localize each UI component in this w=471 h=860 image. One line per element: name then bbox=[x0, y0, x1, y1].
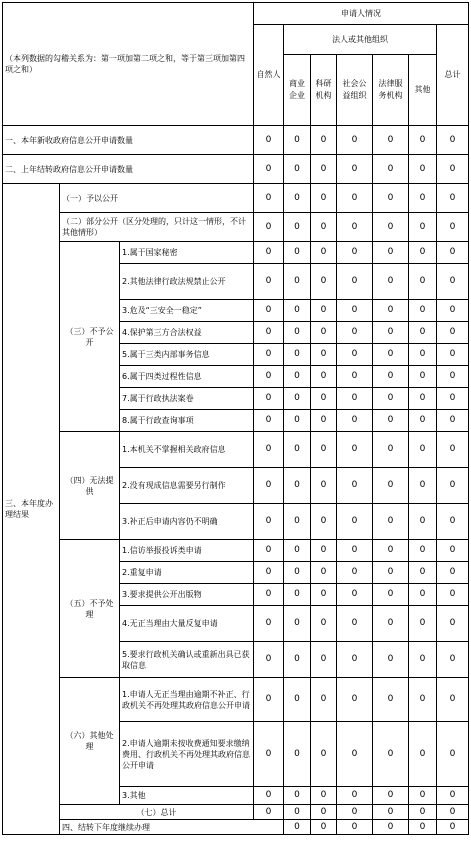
value-cell: 0 bbox=[373, 678, 409, 722]
value-cell: 0 bbox=[437, 126, 469, 155]
item-label: 1.本机关不掌握相关政府信息 bbox=[120, 432, 254, 468]
value-cell: 0 bbox=[409, 432, 437, 468]
value-cell: 0 bbox=[311, 562, 337, 584]
value-cell: 0 bbox=[254, 242, 284, 264]
value-cell: 0 bbox=[311, 213, 337, 242]
value-cell: 0 bbox=[337, 366, 373, 388]
group-label: （三）不予公开 bbox=[60, 242, 120, 432]
table-row bbox=[3, 805, 469, 820]
value-cell: 0 bbox=[409, 805, 437, 820]
value-cell: 0 bbox=[337, 184, 373, 213]
value-cell: 0 bbox=[254, 584, 284, 606]
legal-services-header: 法律服务机构 bbox=[373, 55, 409, 126]
value-cell: 0 bbox=[337, 264, 373, 300]
value-cell: 0 bbox=[284, 642, 311, 678]
value-cell: 0 bbox=[311, 805, 337, 820]
value-cell: 0 bbox=[254, 678, 284, 722]
value-cell: 0 bbox=[337, 213, 373, 242]
value-cell: 0 bbox=[409, 264, 437, 300]
table-row bbox=[3, 213, 469, 242]
value-cell: 0 bbox=[254, 155, 284, 184]
value-cell: 0 bbox=[337, 606, 373, 642]
item-label: 4.无正当理由大量反复申请 bbox=[120, 606, 254, 642]
value-cell: 0 bbox=[284, 432, 311, 468]
item-label: 3.其他 bbox=[120, 787, 254, 805]
value-cell: 0 bbox=[337, 678, 373, 722]
value-cell: 0 bbox=[373, 504, 409, 540]
value-cell: 0 bbox=[254, 213, 284, 242]
value-cell: 0 bbox=[437, 678, 469, 722]
value-cell: 0 bbox=[437, 213, 469, 242]
value-cell: 0 bbox=[373, 642, 409, 678]
value-cell: 0 bbox=[284, 606, 311, 642]
value-cell: 0 bbox=[437, 300, 469, 322]
commercial-header: 商业企业 bbox=[284, 55, 311, 126]
value-cell: 0 bbox=[284, 805, 311, 820]
table-row bbox=[3, 432, 469, 468]
value-cell: 0 bbox=[311, 410, 337, 432]
value-cell: 0 bbox=[373, 155, 409, 184]
value-cell: 0 bbox=[437, 410, 469, 432]
value-cell: 0 bbox=[337, 300, 373, 322]
value-cell: 0 bbox=[373, 366, 409, 388]
value-cell: 0 bbox=[254, 787, 284, 805]
value-cell: 0 bbox=[373, 344, 409, 366]
row-label: 一、本年新收政府信息公开申请数量 bbox=[3, 126, 254, 155]
value-cell: 0 bbox=[254, 344, 284, 366]
value-cell: 0 bbox=[311, 366, 337, 388]
row-label: 二、上年结转政府信息公开申请数量 bbox=[3, 155, 254, 184]
value-cell: 0 bbox=[337, 805, 373, 820]
value-cell: 0 bbox=[311, 504, 337, 540]
value-cell: 0 bbox=[409, 606, 437, 642]
applicant-situation-header: 申请人情况 bbox=[254, 3, 469, 25]
item-label: 2.重复申请 bbox=[120, 562, 254, 584]
item-label: 6.属于四类过程性信息 bbox=[120, 366, 254, 388]
value-cell: 0 bbox=[337, 242, 373, 264]
row-label: （一）予以公开 bbox=[60, 184, 254, 213]
value-cell: 0 bbox=[373, 606, 409, 642]
value-cell: 0 bbox=[437, 155, 469, 184]
value-cell: 0 bbox=[254, 562, 284, 584]
legal-entity-header: 法人或其他组织 bbox=[284, 25, 437, 55]
item-label: 3.要求提供公开出版物 bbox=[120, 584, 254, 606]
value-cell: 0 bbox=[254, 805, 284, 820]
value-cell: 0 bbox=[337, 584, 373, 606]
value-cell: 0 bbox=[311, 722, 337, 787]
value-cell: 0 bbox=[284, 504, 311, 540]
value-cell: 0 bbox=[337, 126, 373, 155]
table-row bbox=[3, 242, 469, 264]
value-cell: 0 bbox=[409, 504, 437, 540]
value-cell: 0 bbox=[373, 184, 409, 213]
value-cell: 0 bbox=[373, 322, 409, 344]
value-cell: 0 bbox=[373, 584, 409, 606]
value-cell: 0 bbox=[373, 388, 409, 410]
value-cell: 0 bbox=[311, 322, 337, 344]
value-cell: 0 bbox=[437, 722, 469, 787]
value-cell: 0 bbox=[284, 820, 311, 835]
value-cell: 0 bbox=[409, 344, 437, 366]
value-cell: 0 bbox=[337, 787, 373, 805]
table-row bbox=[3, 540, 469, 562]
value-cell: 0 bbox=[311, 344, 337, 366]
value-cell: 0 bbox=[311, 264, 337, 300]
value-cell: 0 bbox=[337, 432, 373, 468]
group-label: （六）其他处理 bbox=[60, 678, 120, 805]
value-cell: 0 bbox=[284, 584, 311, 606]
value-cell: 0 bbox=[409, 540, 437, 562]
value-cell: 0 bbox=[311, 242, 337, 264]
value-cell: 0 bbox=[409, 787, 437, 805]
value-cell: 0 bbox=[437, 432, 469, 468]
value-cell: 0 bbox=[311, 388, 337, 410]
value-cell: 0 bbox=[437, 344, 469, 366]
value-cell: 0 bbox=[409, 155, 437, 184]
value-cell: 0 bbox=[409, 366, 437, 388]
value-cell: 0 bbox=[254, 468, 284, 504]
value-cell: 0 bbox=[409, 820, 437, 835]
value-cell: 0 bbox=[311, 468, 337, 504]
value-cell: 0 bbox=[254, 432, 284, 468]
item-label: 2.申请人逾期未按收费通知要求缴纳费用、行政机关不再处理其政府信息公开申请 bbox=[120, 722, 254, 787]
value-cell: 0 bbox=[409, 300, 437, 322]
value-cell: 0 bbox=[437, 540, 469, 562]
value-cell: 0 bbox=[409, 584, 437, 606]
value-cell: 0 bbox=[409, 242, 437, 264]
value-cell: 0 bbox=[284, 300, 311, 322]
value-cell: 0 bbox=[284, 242, 311, 264]
item-label: 1.申请人无正当理由逾期不补正、行政机关不再处理其政府信息公开申请 bbox=[120, 678, 254, 722]
value-cell: 0 bbox=[254, 388, 284, 410]
value-cell: 0 bbox=[373, 722, 409, 787]
value-cell: 0 bbox=[437, 322, 469, 344]
value-cell: 0 bbox=[284, 184, 311, 213]
value-cell: 0 bbox=[437, 584, 469, 606]
value-cell: 0 bbox=[311, 300, 337, 322]
value-cell: 0 bbox=[311, 126, 337, 155]
value-cell: 0 bbox=[337, 562, 373, 584]
item-label: 5.要求行政机关确认或重新出具已获取信息 bbox=[120, 642, 254, 678]
value-cell: 0 bbox=[284, 126, 311, 155]
item-label: 1.信访举报投诉类申请 bbox=[120, 540, 254, 562]
value-cell: 0 bbox=[254, 722, 284, 787]
value-cell: 0 bbox=[437, 820, 469, 835]
natural-person-header: 自然人 bbox=[254, 25, 284, 126]
value-cell: 0 bbox=[409, 388, 437, 410]
value-cell: 0 bbox=[373, 264, 409, 300]
value-cell: 0 bbox=[437, 264, 469, 300]
value-cell: 0 bbox=[409, 322, 437, 344]
value-cell: 0 bbox=[337, 322, 373, 344]
value-cell: 0 bbox=[409, 126, 437, 155]
value-cell: 0 bbox=[409, 562, 437, 584]
row-label: （七）总计 bbox=[60, 805, 254, 820]
value-cell: 0 bbox=[311, 432, 337, 468]
value-cell: 0 bbox=[437, 642, 469, 678]
value-cell: 0 bbox=[437, 562, 469, 584]
value-cell: 0 bbox=[254, 504, 284, 540]
value-cell: 0 bbox=[284, 722, 311, 787]
item-label: 2.其他法律行政法规禁止公开 bbox=[120, 264, 254, 300]
value-cell: 0 bbox=[373, 787, 409, 805]
value-cell: 0 bbox=[337, 820, 373, 835]
item-label: 3.危及“三安全一稳定” bbox=[120, 300, 254, 322]
value-cell: 0 bbox=[254, 300, 284, 322]
item-label: 3.补正后申请内容仍不明确 bbox=[120, 504, 254, 540]
value-cell: 0 bbox=[373, 300, 409, 322]
item-label: 4.保护第三方合法权益 bbox=[120, 322, 254, 344]
value-cell: 0 bbox=[284, 410, 311, 432]
note-cell: （本列数据的勾稽关系为：第一项加第二项之和，等于第三项加第四项之和） bbox=[3, 3, 254, 126]
value-cell: 0 bbox=[337, 155, 373, 184]
row-label: 四、结转下年度继续办理 bbox=[60, 820, 284, 835]
value-cell: 0 bbox=[311, 540, 337, 562]
value-cell: 0 bbox=[254, 540, 284, 562]
value-cell: 0 bbox=[409, 213, 437, 242]
value-cell: 0 bbox=[409, 184, 437, 213]
value-cell: 0 bbox=[373, 820, 409, 835]
value-cell: 0 bbox=[284, 787, 311, 805]
value-cell: 0 bbox=[284, 264, 311, 300]
value-cell: 0 bbox=[254, 184, 284, 213]
value-cell: 0 bbox=[254, 322, 284, 344]
public-welfare-header: 社会公益组织 bbox=[337, 55, 373, 126]
item-label: 5.属于三类内部事务信息 bbox=[120, 344, 254, 366]
value-cell: 0 bbox=[437, 366, 469, 388]
value-cell: 0 bbox=[254, 642, 284, 678]
other-header: 其他 bbox=[409, 55, 437, 126]
value-cell: 0 bbox=[373, 805, 409, 820]
item-label: 2.没有现成信息需要另行制作 bbox=[120, 468, 254, 504]
value-cell: 0 bbox=[337, 540, 373, 562]
value-cell: 0 bbox=[254, 606, 284, 642]
table-row bbox=[3, 820, 469, 835]
value-cell: 0 bbox=[254, 126, 284, 155]
item-label: 8.属于行政查询事项 bbox=[120, 410, 254, 432]
item-label: 7.属于行政执法案卷 bbox=[120, 388, 254, 410]
table-row bbox=[3, 184, 469, 213]
value-cell: 0 bbox=[437, 787, 469, 805]
row-label: （二）部分公开（区分处理的，只计这一情形，不计其他情形） bbox=[60, 213, 254, 242]
item-label: 1.属于国家秘密 bbox=[120, 242, 254, 264]
value-cell: 0 bbox=[311, 820, 337, 835]
total-header: 总计 bbox=[437, 25, 469, 126]
value-cell: 0 bbox=[373, 468, 409, 504]
value-cell: 0 bbox=[284, 155, 311, 184]
value-cell: 0 bbox=[437, 184, 469, 213]
value-cell: 0 bbox=[437, 606, 469, 642]
value-cell: 0 bbox=[284, 562, 311, 584]
value-cell: 0 bbox=[337, 410, 373, 432]
value-cell: 0 bbox=[254, 264, 284, 300]
value-cell: 0 bbox=[337, 504, 373, 540]
value-cell: 0 bbox=[284, 322, 311, 344]
value-cell: 0 bbox=[409, 642, 437, 678]
table-row bbox=[3, 126, 469, 155]
value-cell: 0 bbox=[373, 540, 409, 562]
table-row bbox=[3, 155, 469, 184]
value-cell: 0 bbox=[311, 184, 337, 213]
value-cell: 0 bbox=[373, 213, 409, 242]
section-label: 三、本年度办理结果 bbox=[3, 184, 60, 835]
value-cell: 0 bbox=[284, 540, 311, 562]
value-cell: 0 bbox=[311, 787, 337, 805]
value-cell: 0 bbox=[284, 344, 311, 366]
group-label: （四）无法提供 bbox=[60, 432, 120, 540]
value-cell: 0 bbox=[409, 678, 437, 722]
value-cell: 0 bbox=[437, 242, 469, 264]
group-label: （五）不予处理 bbox=[60, 540, 120, 678]
value-cell: 0 bbox=[337, 642, 373, 678]
value-cell: 0 bbox=[437, 805, 469, 820]
value-cell: 0 bbox=[373, 410, 409, 432]
value-cell: 0 bbox=[373, 562, 409, 584]
value-cell: 0 bbox=[254, 366, 284, 388]
value-cell: 0 bbox=[337, 388, 373, 410]
value-cell: 0 bbox=[311, 678, 337, 722]
value-cell: 0 bbox=[373, 432, 409, 468]
value-cell: 0 bbox=[373, 126, 409, 155]
value-cell: 0 bbox=[311, 155, 337, 184]
value-cell: 0 bbox=[409, 410, 437, 432]
value-cell: 0 bbox=[311, 642, 337, 678]
value-cell: 0 bbox=[284, 388, 311, 410]
value-cell: 0 bbox=[437, 468, 469, 504]
research-header: 科研机构 bbox=[311, 55, 337, 126]
value-cell: 0 bbox=[311, 606, 337, 642]
value-cell: 0 bbox=[284, 366, 311, 388]
value-cell: 0 bbox=[311, 584, 337, 606]
value-cell: 0 bbox=[409, 722, 437, 787]
value-cell: 0 bbox=[337, 722, 373, 787]
gov-info-disclosure-table bbox=[2, 2, 469, 835]
value-cell: 0 bbox=[284, 678, 311, 722]
value-cell: 0 bbox=[254, 410, 284, 432]
value-cell: 0 bbox=[284, 213, 311, 242]
value-cell: 0 bbox=[284, 468, 311, 504]
value-cell: 0 bbox=[437, 504, 469, 540]
value-cell: 0 bbox=[337, 468, 373, 504]
value-cell: 0 bbox=[337, 344, 373, 366]
table-row bbox=[3, 678, 469, 722]
value-cell: 0 bbox=[373, 242, 409, 264]
value-cell: 0 bbox=[409, 468, 437, 504]
value-cell: 0 bbox=[437, 388, 469, 410]
